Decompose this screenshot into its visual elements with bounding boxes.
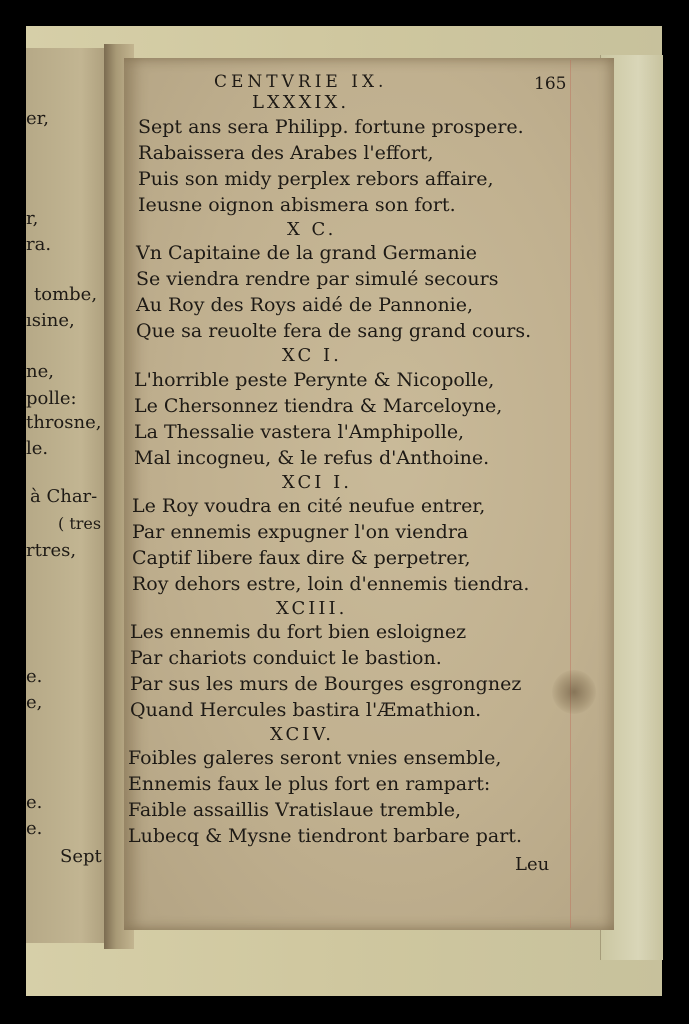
verse-line: Par ennemis expugner l'on viendra [132,521,469,543]
verse-line: Foibles galeres seront vnies ensemble, [128,747,502,769]
left-fragment: e, [26,692,43,713]
left-fragment: ra. [26,234,52,255]
verse-line: Vn Capitaine de la grand Germanie [136,242,477,264]
verse-line: Sept ans sera Philipp. fortune prospere. [138,116,524,138]
verse-line: Par chariots conduict le bastion. [130,647,442,669]
verse-line: Le Chersonnez tiendra & Marceloyne, [134,395,503,417]
quatrain-number: XCIII. [276,598,348,619]
quatrain-number: LXXXIX. [252,92,350,113]
verse-line: Ennemis faux le plus fort en rampart: [128,773,491,795]
left-fragment: ısine, [26,310,75,331]
verse-line: L'horrible peste Perynte & Nicopolle, [134,369,495,391]
catchword: Leu [515,854,550,875]
left-fragment: le. [26,438,49,459]
left-fragment: tombe, [34,284,98,305]
left-fragment: rtres, [26,540,77,561]
foxing-stain [552,670,596,714]
verse-line: Quand Hercules bastira l'Æmathion. [130,699,482,721]
left-fragment: throsne, [26,412,102,433]
left-catchword: Sept [60,846,102,867]
left-fragment: polle: [26,388,77,409]
verse-line: Le Roy voudra en cité neufue entrer, [132,495,486,517]
left-fragment: ne, [26,361,54,382]
verse-line: Que sa reuolte fera de sang grand cours. [136,320,532,342]
left-fragment: e. [26,666,43,687]
verse-line: Par sus les murs de Bourges esgrongnez [130,673,522,695]
left-fragment: er, [26,108,50,129]
verse-line: Captif libere faux dire & perpetrer, [132,547,471,569]
page-number: 165 [534,74,567,94]
verse-line: Mal incogneu, & le refus d'Anthoine. [134,447,490,469]
left-fragment: à Char- [30,486,98,507]
verse-line: Les ennemis du fort bien esloignez [130,621,467,643]
verse-line: Au Roy des Roys aidé de Pannonie, [136,294,474,316]
left-fragment: e. [26,792,43,813]
quatrain-number: XCIV. [270,724,334,745]
verse-line: Ieusne oignon abismera son fort. [138,194,456,216]
verse-line: Roy dehors estre, loin d'ennemis tiendra. [132,573,530,595]
running-head: CENTVRIE IX. [214,72,388,92]
margin-rule [570,60,571,928]
verse-line: Puis son midy perplex rebors affaire, [138,168,494,190]
quatrain-number: XC I. [282,345,342,366]
quatrain-number: X C. [287,219,337,240]
quatrain-number: XCI I. [282,472,352,493]
verse-line: Lubecq & Mysne tiendront barbare part. [128,825,522,847]
verse-line: Faible assaillis Vratislaue tremble, [128,799,462,821]
verse-line: Rabaissera des Arabes l'effort, [138,142,434,164]
verse-line: Se viendra rendre par simulé secours [136,268,499,290]
left-fragment: e. [26,818,43,839]
left-fragment: r, [26,208,39,229]
left-fragment: ( tres [58,514,102,533]
verse-line: La Thessalie vastera l'Amphipolle, [134,421,465,443]
